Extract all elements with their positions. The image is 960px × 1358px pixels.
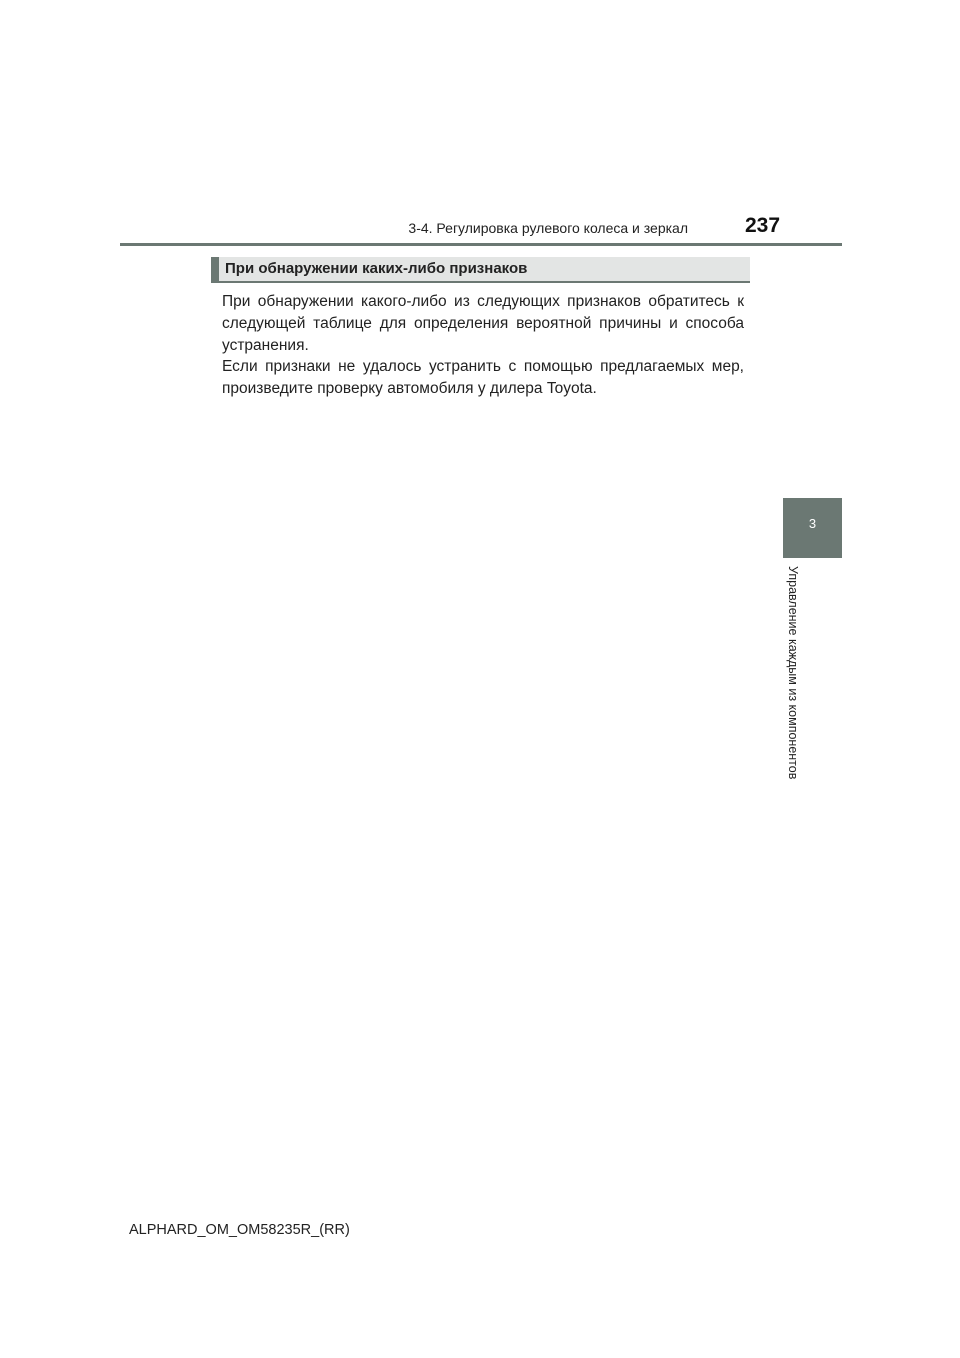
chapter-tab	[783, 498, 842, 558]
body-paragraph-2: Если признаки не удалось устранить с помощью предлагаемых мер, произведите проверку автомобиля у дилера Toyota.	[222, 358, 744, 397]
section-heading-box	[211, 257, 750, 283]
chapter-number: 3	[808, 516, 817, 531]
section-title: При обнаружении каких-либо признаков	[225, 260, 528, 277]
page-number: 237	[745, 214, 781, 237]
chapter-title-vertical: Управление каждым из компонентов	[786, 566, 800, 780]
body-paragraph-1: При обнаружении какого-либо из следующих признаков обратитесь к следующей таблице для определения вероятной причины и способа устранения.	[222, 293, 744, 354]
header-divider	[120, 243, 842, 246]
footer-document-code: ALPHARD_OM_OM58235R_(RR)	[129, 1222, 350, 1238]
section-accent-bar	[211, 257, 219, 281]
header-section-path: 3-4. Регулировка рулевого колеса и зеркал	[408, 220, 688, 236]
